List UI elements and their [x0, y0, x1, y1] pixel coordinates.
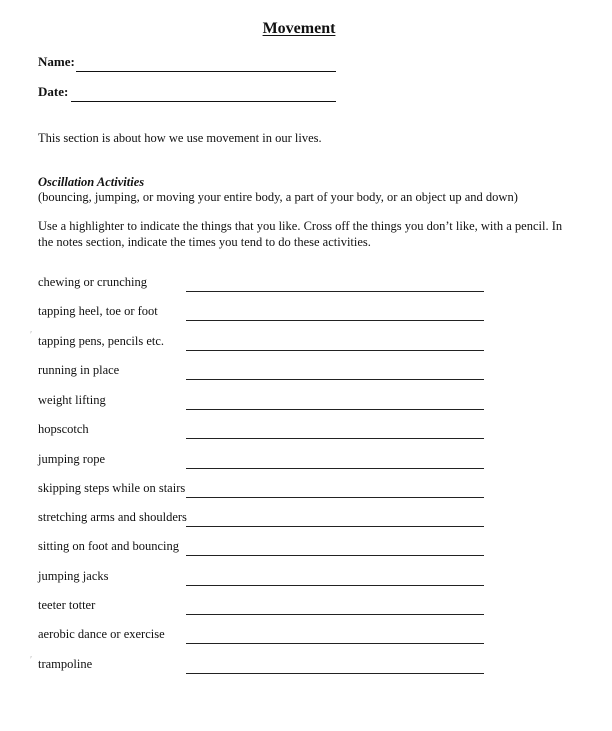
- activity-notes-line[interactable]: [186, 585, 484, 586]
- activity-row: [38, 335, 488, 351]
- activity-row: [38, 540, 488, 556]
- activity-notes-line[interactable]: [186, 320, 484, 321]
- activity-notes-line[interactable]: [186, 468, 484, 469]
- activity-label: weight lifting: [38, 393, 106, 407]
- activity-row: [38, 482, 488, 498]
- activity-row: [38, 276, 488, 292]
- scan-speck-mark: ′: [30, 655, 33, 666]
- activity-notes-line[interactable]: [186, 614, 484, 615]
- activity-row: [38, 511, 488, 527]
- activity-row: [38, 423, 488, 439]
- activity-notes-line[interactable]: [186, 643, 484, 644]
- activity-row: [38, 305, 488, 321]
- name-label: Name:: [38, 54, 75, 69]
- activity-label: jumping jacks: [38, 569, 109, 583]
- activity-notes-line[interactable]: [186, 291, 484, 292]
- instructions-text: Use a highlighter to indicate the things that you like. Cross off the things you don’t like, with a pencil. In the notes section, indicate the times you tend to do these activities.: [38, 219, 563, 249]
- activity-label: hopscotch: [38, 422, 89, 436]
- activity-notes-line[interactable]: [186, 350, 484, 351]
- section-subtitle: (bouncing, jumping, or moving your entire body, a part of your body, or an object up and down): [38, 190, 518, 204]
- scan-speck-mark: ′: [30, 330, 33, 341]
- activity-label: tapping pens, pencils etc.: [38, 334, 165, 348]
- activity-notes-line[interactable]: [186, 409, 484, 410]
- name-field[interactable]: [38, 54, 338, 72]
- activity-notes-line[interactable]: [186, 555, 484, 556]
- activity-row: [38, 453, 488, 469]
- intro-text: This section is about how we use movement in our lives.: [38, 131, 322, 145]
- name-input-line[interactable]: [76, 71, 336, 72]
- date-label: Date:: [38, 84, 69, 99]
- activity-row: [38, 394, 488, 410]
- activity-row: [38, 658, 488, 674]
- activity-row: [38, 599, 488, 615]
- activity-notes-line[interactable]: [186, 497, 484, 498]
- activity-label: chewing or crunching: [38, 275, 147, 289]
- page-title: Movement: [262, 20, 336, 37]
- activity-label: jumping rope: [38, 452, 106, 466]
- activity-label: tapping heel, toe or foot: [38, 304, 158, 318]
- activity-row: [38, 570, 488, 586]
- activity-row: [38, 628, 488, 644]
- activity-label: aerobic dance or exercise: [38, 627, 165, 641]
- activity-notes-line[interactable]: [186, 438, 484, 439]
- activity-row: [38, 364, 488, 380]
- activity-notes-line[interactable]: [186, 379, 484, 380]
- date-input-line[interactable]: [71, 101, 336, 102]
- activity-label: running in place: [38, 363, 120, 377]
- activity-label: trampoline: [38, 657, 93, 671]
- activity-notes-line[interactable]: [186, 526, 484, 527]
- activity-label: stretching arms and shoulders: [38, 510, 187, 524]
- activity-label: sitting on foot and bouncing: [38, 539, 179, 553]
- activity-label: teeter totter: [38, 598, 96, 612]
- activity-notes-line[interactable]: [186, 673, 484, 674]
- section-heading: Oscillation Activities: [38, 175, 145, 189]
- activity-label: skipping steps while on stairs: [38, 481, 186, 495]
- date-field[interactable]: [38, 84, 338, 102]
